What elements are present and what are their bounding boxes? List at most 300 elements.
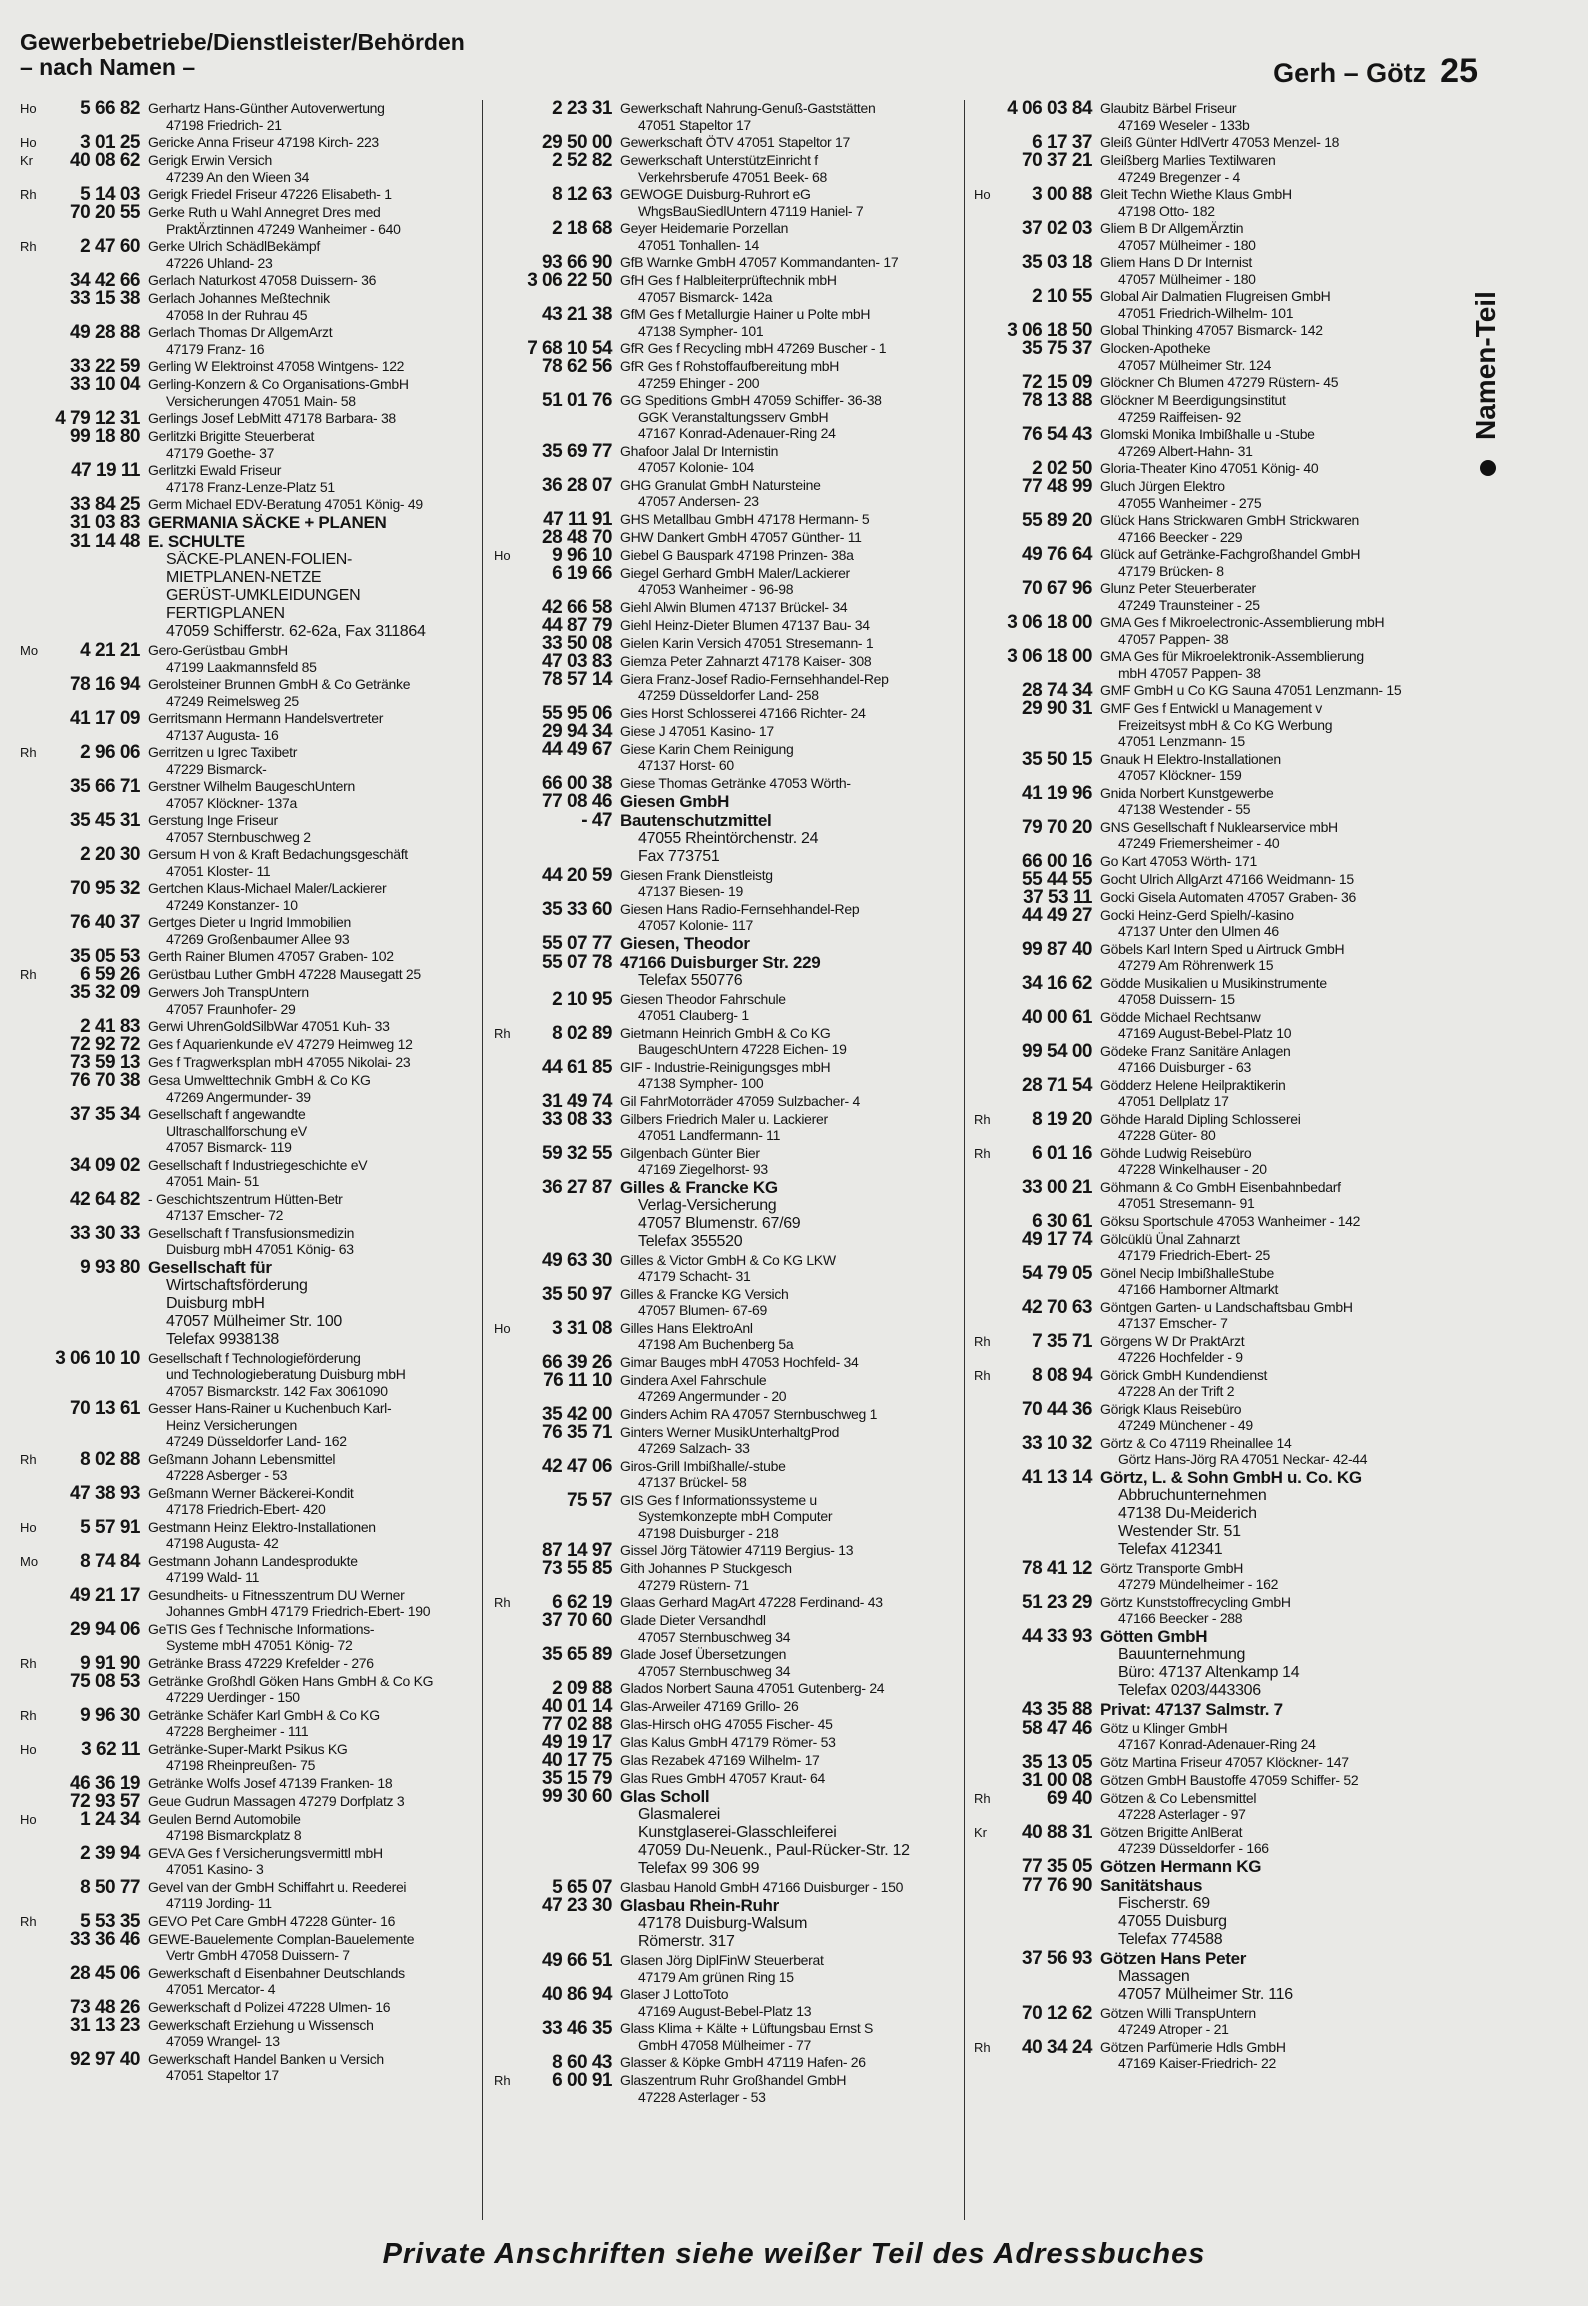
directory-entry [20,1054,482,1071]
district-code [974,889,996,906]
phone-number: 37 53 11 [1023,886,1092,908]
phone-number: 77 48 99 [1022,476,1092,497]
entry-text [148,1587,482,1620]
entry-name: Go Kart 47053 Wörth- 171 [1100,852,1257,869]
phone-number: 37 70 60 [542,1610,612,1631]
page-number: 25 [1440,52,1478,90]
entry-name: Gilles & Francke KG [620,1178,778,1197]
entry-detail: 47178 Duisburg-Walsum [638,1915,808,1932]
entry-detail: 47059 Wrangel- 13 [166,2033,280,2049]
phone-number: 6 17 37 [1032,132,1092,153]
entry-detail: 47057 Bismarckstr. 142 Fax 3061090 [166,1382,388,1399]
entry-name: Götzen Parfümerie Hdls GmbH [1100,2038,1286,2055]
entry-text [620,991,964,1024]
entry-detail: 47166 Beecker - 229 [1118,528,1243,545]
entry-name: Gerth Rainer Blumen 47057 Graben- 102 [148,948,394,964]
directory-entry [494,1594,964,1611]
directory-entry [974,392,1444,425]
phone-number: 49 63 30 [542,1249,612,1271]
phone-number: 2 09 88 [552,1678,612,1699]
entry-detail: 47119 Jording- 11 [166,1895,272,1911]
directory-entry [20,100,482,133]
entry-detail: 47279 Am Röhrenwerk 15 [1118,957,1274,973]
phone-number: 2 96 06 [80,742,140,763]
phone-number: 40 17 75 [542,1750,612,1771]
directory-entry [20,1808,482,1844]
entry-text [1100,1333,1444,1366]
entry-text [148,1707,482,1740]
entry-name: Giros-Grill Imbißhalle/-stube [620,1457,786,1474]
directory-entry [974,972,1444,1008]
entry-name: Giesen, Theodor [620,934,750,953]
directory-entry [974,1698,1444,1720]
phone-number: 34 16 62 [1022,972,1092,994]
directory-entry [494,1752,964,1769]
district-code [494,1752,516,1769]
district-code [494,272,516,305]
entry-detail: 47169 August-Bebel-Platz 13 [638,2002,812,2019]
entry-detail: 47228 Asterlager - 97 [1118,1806,1246,1822]
entry-text [1100,1265,1444,1298]
entry-text [148,358,482,375]
district-code [974,648,996,681]
phone-number: 33 10 32 [1022,1432,1092,1454]
entry-name: GMA Ges f Mikroelectronic-Assemblierung mbH [1100,614,1385,630]
phone-number: 40 34 24 [1022,2036,1092,2058]
phone-number: 77 35 05 [1022,1855,1092,1877]
entry-text [1100,1950,1444,2004]
phone-number: 76 70 38 [70,1070,140,1091]
district-code [20,272,42,289]
entry-detail: Telefax 412341 [1118,1540,1223,1558]
entry-name: Gil FahrMotorräder 47059 Sulzbacher- 4 [620,1092,860,1109]
entry-detail: FERTIGPLANEN [166,605,285,622]
district-code [494,1897,516,1951]
phone-number: 8 50 77 [80,1876,140,1898]
directory-entry [20,1550,482,1586]
entry-name: GEVA Ges f Versicherungsvermittl mbH [148,1844,383,1861]
directory-entry [20,358,482,375]
entry-text [620,254,964,271]
phone-number: 2 52 82 [552,150,612,171]
entry-detail: Abbruchunternehmen [1118,1486,1267,1504]
entry-name: Gleißberg Marlies Textilwaren [1100,152,1276,168]
entry-detail: PraktÄrztinnen 47249 Wanheimer - 640 [166,220,401,237]
entry-name: Gnauk H Elektro-Installationen [1100,750,1281,767]
directory-entry [974,938,1444,974]
phone-number: 35 05 53 [70,946,140,967]
district-code: Rh [974,2039,991,2055]
entry-text [148,2017,482,2050]
entry-text [620,1354,964,1371]
directory-entry [494,668,964,704]
district-code [974,751,996,784]
entry-name: Glaas Gerhard MagArt 47228 Ferdinand- 43 [620,1594,883,1610]
district-code [974,288,996,321]
entry-detail: 47269 Salzach- 33 [638,1440,750,1456]
entry-name: Glaser J LottoToto [620,1986,729,2002]
entry-text [620,1680,964,1697]
directory-entry [20,1996,482,2018]
entry-detail: 47228 Asterlager - 53 [638,2088,766,2105]
phone-number: 49 17 74 [1022,1228,1092,1250]
directory-entry [20,238,482,271]
phone-number: 34 09 02 [70,1154,140,1176]
entry-text [620,867,964,900]
entry-text [148,100,482,133]
entry-detail: 47051 Lenzmann- 15 [1118,733,1245,749]
directory-entry [494,152,964,185]
entry-text [620,599,964,616]
directory-entry [20,846,482,879]
district-code [974,941,996,974]
phone-number: 2 10 95 [552,988,612,1010]
district-code [20,1879,42,1912]
phone-number: 28 45 06 [70,1962,140,1984]
entry-name: Götzen & Co Lebensmittel [1100,1789,1257,1806]
directory-entry [494,526,964,548]
entry-text [1100,374,1444,391]
entry-text [620,392,964,442]
phone-number: 8 02 88 [80,1448,140,1470]
district-code [974,1265,996,1298]
phone-number: 2 20 30 [80,844,140,865]
phone-number: 49 19 17 [542,1732,612,1753]
phone-number: 3 06 18 00 [1007,612,1092,633]
district-code [494,1698,516,1715]
entry-name: Gerlings Josef LebMitt 47178 Barbara- 38 [148,410,396,426]
phone-number: 7 68 10 54 [527,338,612,359]
directory-entry [20,410,482,427]
entry-detail: 47169 Ziegelhorst- 93 [638,1161,768,1177]
entry-text [148,152,482,185]
phone-number: 3 06 18 00 [1007,646,1092,667]
phone-number: 6 19 66 [552,562,612,584]
directory-entry [974,460,1444,477]
entry-detail: Freizeitsyst mbH & Co KG Werbung [1118,716,1333,733]
phone-number: 29 90 31 [1022,698,1092,719]
district-code [20,1999,42,2016]
entry-text [620,358,964,391]
entry-name: Ges f Aquarienkunde eV 47279 Heimweg 12 [148,1036,413,1052]
directory-entry [494,2054,964,2071]
district-code [20,1157,42,1190]
entry-text [1100,1772,1444,1789]
entry-name: GHG Granulat GmbH Natursteine [620,476,821,493]
directory-entry [20,1738,482,1774]
phone-number: 3 06 18 50 [1007,320,1092,341]
directory-entry [20,1670,482,1706]
entry-name: Geßmann Johann Lebensmittel [148,1450,336,1467]
listing-column-1 [20,100,483,2220]
entry-name: Glasbau Hanold GmbH 47166 Duisburger - 150 [620,1879,904,1895]
entry-text [620,1952,964,1985]
directory-entry [494,1351,964,1373]
directory-entry [974,134,1444,151]
entry-detail: 47057 Sternbuschweg 34 [638,1662,791,1679]
district-code [494,775,516,792]
directory-entry [494,1680,964,1697]
phone-number: 55 89 20 [1022,510,1092,531]
district-code [494,991,516,1024]
entry-detail: 47166 Hamborner Altmarkt [1118,1281,1279,1297]
entry-text [1100,682,1444,699]
entry-text [1100,1858,1444,1876]
district-code [494,671,516,704]
phone-number: 55 07 78 [542,951,612,973]
entry-name: Gerlitzki Ewald Friseur [148,462,282,478]
directory-entry [20,1106,482,1156]
phone-number: 2 39 94 [80,1842,140,1864]
entry-name: Global Air Dalmatien Flugreisen GmbH [1100,288,1331,304]
phone-number: 9 91 90 [80,1652,140,1674]
entry-name: Gilles & Francke KG Versich [620,1285,789,1302]
directory-entry [974,1262,1444,1298]
district-code [20,984,42,1017]
entry-name: Götten GmbH [1100,1627,1208,1646]
entry-detail: 47226 Hochfelder - 9 [1118,1349,1243,1365]
entry-name: Gilbers Friedrich Maler u. Lackierer [620,1110,828,1127]
entry-detail: 47228 Bergheimer - 111 [166,1723,309,1739]
entry-detail: Telefax 774588 [1118,1930,1223,1948]
entry-text [620,152,964,185]
entry-text [1100,254,1444,287]
entry-text [620,1025,964,1058]
directory-entry [20,428,482,461]
directory-entry [974,426,1444,459]
entry-detail: 47055 Rheintörchenstr. 24 [638,829,819,847]
entry-detail: 47057 Andersen- 23 [638,493,759,509]
entry-text [148,272,482,289]
directory-entry [974,614,1444,647]
phone-number: 3 31 08 [552,1317,612,1339]
entry-text [620,1770,964,1787]
entry-name: Bautenschutzmittel [620,811,772,830]
directory-entry [494,1952,964,1985]
entry-text [620,529,964,546]
phone-number: 3 06 22 50 [527,270,612,291]
directory-entry [20,1347,482,1400]
phone-number: 59 32 55 [542,1142,612,1164]
district-code: Ho [20,135,37,150]
directory-entry [494,1108,964,1144]
entry-text [148,880,482,913]
entry-text [620,1734,964,1751]
entry-name: Gewerkschaft d Polizei 47228 Ulmen- 16 [148,1998,391,2015]
district-code [974,682,996,699]
phone-number: 66 00 38 [542,772,612,794]
entry-text [620,1788,964,1878]
phone-number: 41 13 14 [1022,1466,1092,1488]
directory-entry [974,220,1444,253]
entry-detail: 47057 Mülheimer Str. 124 [1118,356,1272,373]
phone-number: 40 01 14 [542,1696,612,1717]
entry-name: GEWE-Bauelemente Complan-Bauelemente [148,1930,415,1947]
district-code [20,376,42,409]
directory-entry [494,186,964,219]
entry-name: Gewerkschaft d Eisenbahner Deutschlands [148,1964,405,1981]
phone-number: 34 42 66 [70,270,140,291]
entry-detail: 47198 Duisburger - 218 [638,1524,779,1541]
entry-detail: 47051 Dellplatz 17 [1118,1093,1229,1109]
directory-entry [494,1897,964,1951]
district-code [494,1372,516,1405]
district-code [20,1485,42,1518]
district-code [494,1252,516,1285]
entry-text [148,948,482,965]
entry-detail: 47058 In der Ruhrau 45 [166,306,308,323]
entry-name: Gerüstbau Luther GmbH 47228 Mausegatt 25 [148,966,421,982]
entry-name: Ginters Werner MusikUnterhaltgProd [620,1423,840,1440]
entry-name: Glöckner M Beerdigungsinstitut [1100,392,1286,408]
district-code [20,1673,42,1706]
directory-entry [494,440,964,476]
district-code [494,1059,516,1092]
directory-entry [20,744,482,777]
entry-text [148,966,482,983]
directory-entry [974,748,1444,784]
directory-entry [974,1210,1444,1232]
entry-name: Gindera Axel Fahrschule [620,1371,767,1388]
entry-text [620,2054,964,2071]
district-code [20,710,42,743]
entry-detail: 47138 Du-Meiderich [1118,1504,1257,1522]
directory-entry [494,1056,964,1092]
entry-text [148,1106,482,1156]
entry-text [148,1157,482,1190]
entry-text [1100,1560,1444,1593]
phone-number: 51 01 76 [542,390,612,411]
entry-detail: GERÜST-UMKLEIDUNGEN [166,587,361,604]
entry-text [148,1845,482,1878]
entry-name: 47166 Duisburger Str. 229 [620,953,821,972]
entry-detail: Kunstglaserei-Glasschleiferei [638,1824,837,1841]
phone-number: 35 32 09 [70,982,140,1003]
entry-detail: 47051 Stresemann- 91 [1118,1195,1255,1211]
entry-name: Gerstung Inge Friseur [148,812,278,828]
directory-entry [974,186,1444,219]
phone-number: 77 02 88 [542,1714,612,1735]
district-code [20,1621,42,1654]
entry-detail: 47179 Franz- 16 [166,340,265,357]
entry-text [1100,1179,1444,1212]
district-code [494,653,516,670]
phone-number: 4 06 03 84 [1007,100,1092,119]
entry-text [620,340,964,357]
entry-name: Gerigk Erwin Versich [148,152,272,168]
entry-text [620,2072,964,2105]
phone-number: 76 35 71 [542,1421,612,1443]
phone-number: 43 21 38 [542,304,612,325]
directory-entry [974,1364,1444,1400]
phone-number: 31 03 83 [70,512,140,533]
entry-name: Ghafoor Jalal Dr Internistin [620,442,779,459]
entry-text [1100,889,1444,906]
district-code [494,867,516,900]
entry-name: Glade Dieter Versandhdl [620,1612,766,1628]
entry-detail: 47057 Kolonie- 117 [638,917,753,933]
entry-name: Gertges Dieter u Ingrid Immobilien [148,914,351,930]
entry-detail: Systemkonzepte mbH Computer [638,1508,833,1524]
phone-number: 42 70 63 [1022,1296,1092,1318]
district-code [494,1492,516,1542]
entry-detail: GmbH 47058 Mülheimer - 77 [638,2036,812,2053]
directory-entry [974,700,1444,750]
entry-name: GHW Dankert GmbH 47057 Günther- 11 [620,528,862,545]
directory-entry [494,1317,964,1353]
entry-detail: 47199 Laakmannsfeld 85 [166,658,317,675]
entry-text [148,1811,482,1844]
directory-entry [494,614,964,636]
district-code: Rh [974,1111,991,1127]
phone-number: 35 13 05 [1022,1751,1092,1773]
district-code: Rh [494,2073,511,2088]
district-code [494,358,516,391]
district-code [494,1354,516,1371]
directory-entry [20,496,482,513]
entry-name: Gesellschaft f Industriegeschichte eV [148,1156,368,1173]
district-code [494,1111,516,1144]
entry-text [148,1741,482,1774]
directory-entry [20,984,482,1017]
section-subtitle: – nach Namen – [20,54,196,80]
entry-name: Gerolsteiner Brunnen GmbH & Co Getränke [148,676,411,692]
directory-entry [974,1947,1444,2004]
district-code [494,935,516,953]
phone-number: 35 50 15 [1022,748,1092,770]
entry-detail: 47051 Kasino- 3 [166,1861,264,1877]
entry-detail: Bauunternehmung [1118,1645,1246,1663]
entry-text [620,2020,964,2053]
directory-entry [20,1448,482,1484]
entry-text [148,2051,482,2084]
entry-text [1100,1009,1444,1042]
entry-text [1100,941,1444,974]
district-code: Rh [974,1790,991,1806]
directory-entry [974,782,1444,818]
entry-name: Glück auf Getränke-Fachgroßhandel GmbH [1100,546,1361,562]
entry-text [148,1931,482,1964]
phone-number: 8 02 89 [552,1022,612,1044]
district-code: Ho [20,1811,37,1827]
entry-detail: Fischerstr. 69 [1118,1894,1210,1912]
phone-number: 69 40 [1046,1787,1092,1809]
phone-number: 2 47 60 [80,236,140,257]
entry-detail: 47259 Düsseldorfer Land- 258 [638,687,819,703]
directory-entry [494,306,964,339]
directory-entry [20,1790,482,1812]
entry-detail: 47249 Atroper - 21 [1118,2021,1229,2037]
district-code [494,1986,516,2019]
phone-number: 44 49 27 [1022,904,1092,926]
entry-name: Gissel Jörg Tätowier 47119 Bergius- 13 [620,1542,854,1558]
entry-name: Giegel Gerhard GmbH Maler/Lackierer [620,564,850,581]
district-code: Rh [20,967,37,982]
entry-name: Göntgen Garten- u Landschaftsbau GmbH [1100,1298,1353,1315]
phone-number: 36 27 87 [542,1176,612,1198]
phone-number: 33 84 25 [70,494,140,515]
directory-entry [494,1421,964,1457]
entry-text [620,1286,964,1319]
entry-name: Glunz Peter Steuerberater [1100,580,1256,596]
district-code [974,1077,996,1110]
entry-detail: 47051 Landfermann- 11 [638,1127,781,1143]
entry-detail: 47239 An den Wieen 34 [166,168,310,185]
district-code [20,1225,42,1258]
entry-name: GG Speditions GmbH 47059 Schiffer- 36-38 [620,392,882,408]
entry-name: Giesen Hans Radio-Fernsehhandel-Rep [620,900,860,917]
district-code [974,1179,996,1212]
